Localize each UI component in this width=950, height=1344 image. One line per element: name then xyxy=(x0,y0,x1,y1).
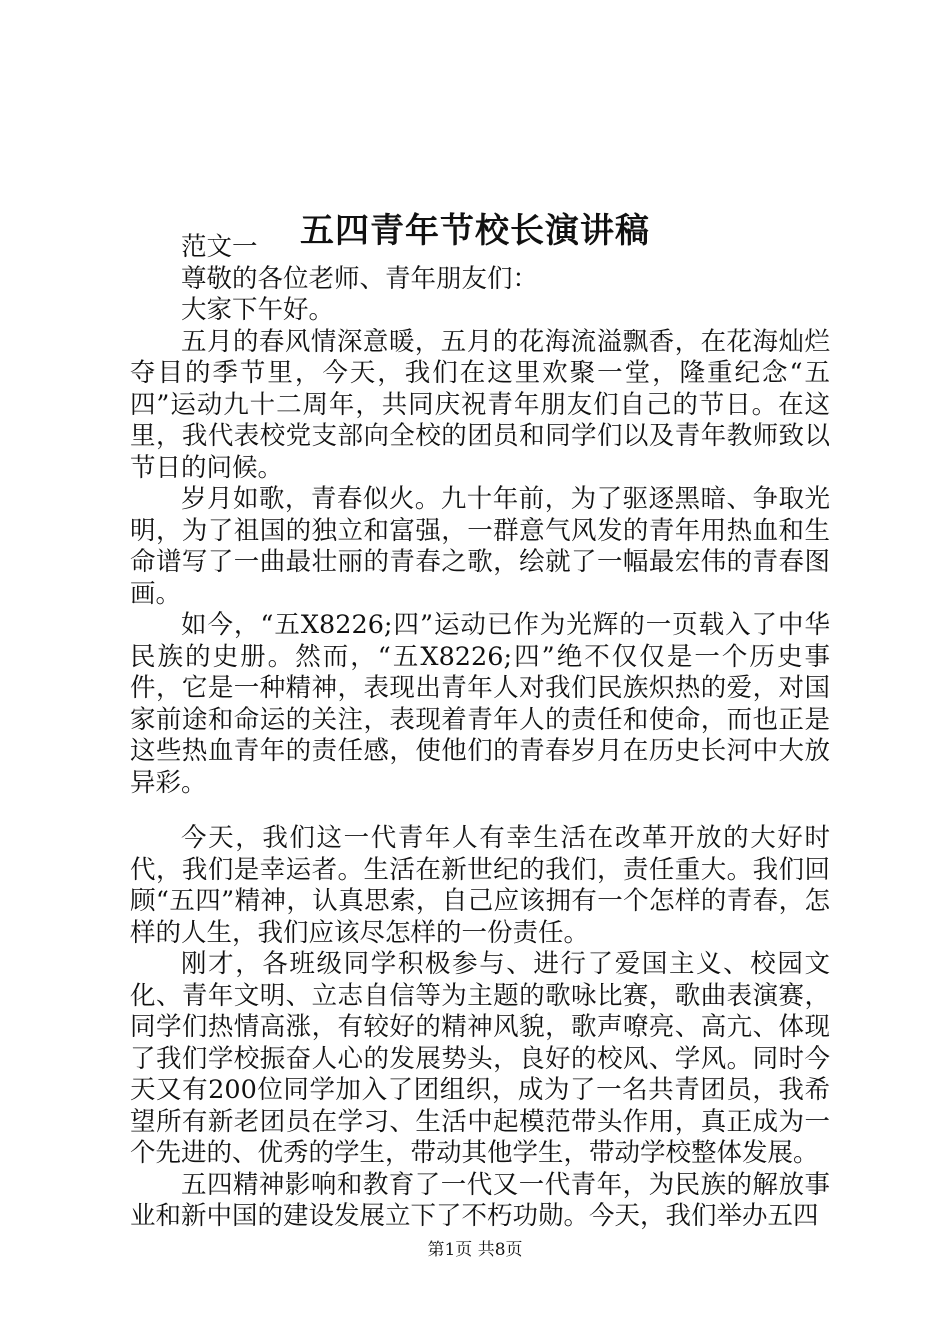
paragraph: 今天，我们这一代青年人有幸生活在改革开放的大好时代，我们是幸运者。生活在新世纪的我们，责任重大。我们回顾“五四”精神，认真思索，自己应该拥有一个怎样的青春，怎样的人生，我们应该尽怎样的一份责任。 xyxy=(130,823,830,948)
paragraph: 尊敬的各位老师、青年朋友们： xyxy=(181,263,539,294)
paragraph: 大家下午好。 xyxy=(181,295,335,325)
page-title: 五四青年节校长演讲稿 xyxy=(300,210,650,251)
paragraph: 五四精神影响和教育了一代又一代青年，为民族的解放事业和新中国的建设发展立下了不朽功勋。今天，我们举办五四 xyxy=(130,1169,830,1231)
paragraph: 如今，“五X8226;四”运动已作为光辉的一页载入了中华民族的史册。然而，“五X8226;四”绝不仅仅是一个历史事件，它是一种精神，表现出青年人对我们民族炽热的爱，对国家前途和命运的关注，表现着青年人的责任和使命，而也正是这些热血青年的责任感，使他们的青春岁月在历史长河中大放异彩。 xyxy=(130,610,830,798)
document-body xyxy=(130,232,830,1233)
paragraph: 五月的春风情深意暖，五月的花海流溢飘香，在花海灿烂夺目的季节里，今天，我们在这里欢聚一堂，隆重纪念“五四”运动九十二周年，共同庆祝青年朋友们自己的节日。在这里，我代表校党支部向全校的团员和同学们以及青年教师致以节日的问候。 xyxy=(130,326,830,483)
paragraph: 刚才，各班级同学积极参与、进行了爱国主义、校园文化、青年文明、立志自信等为主题的歌咏比赛，歌曲表演赛，同学们热情高涨，有较好的精神风貌，歌声嘹亮、高亢、体现了我们学校振奋人心的发展势头，良好的校风、学风。同时今天又有200位同学加入了团组织，成为了一名共青团员，我希望所有新老团员在学习、生活中起模范带头作用，真正成为一个先进的、优秀的学生，带动其他学生，带动学校整体发展。 xyxy=(130,949,830,1168)
page-footer: 第1页 共8页 xyxy=(427,1240,523,1260)
paragraph: 岁月如歌，青春似火。九十年前，为了驱逐黑暗、争取光明，为了祖国的独立和富强，一群意气风发的青年用热血和生命谱写了一曲最壮丽的青春之歌，绘就了一幅最宏伟的青春图画。 xyxy=(130,484,830,609)
paragraph: 范文一 xyxy=(181,232,258,262)
